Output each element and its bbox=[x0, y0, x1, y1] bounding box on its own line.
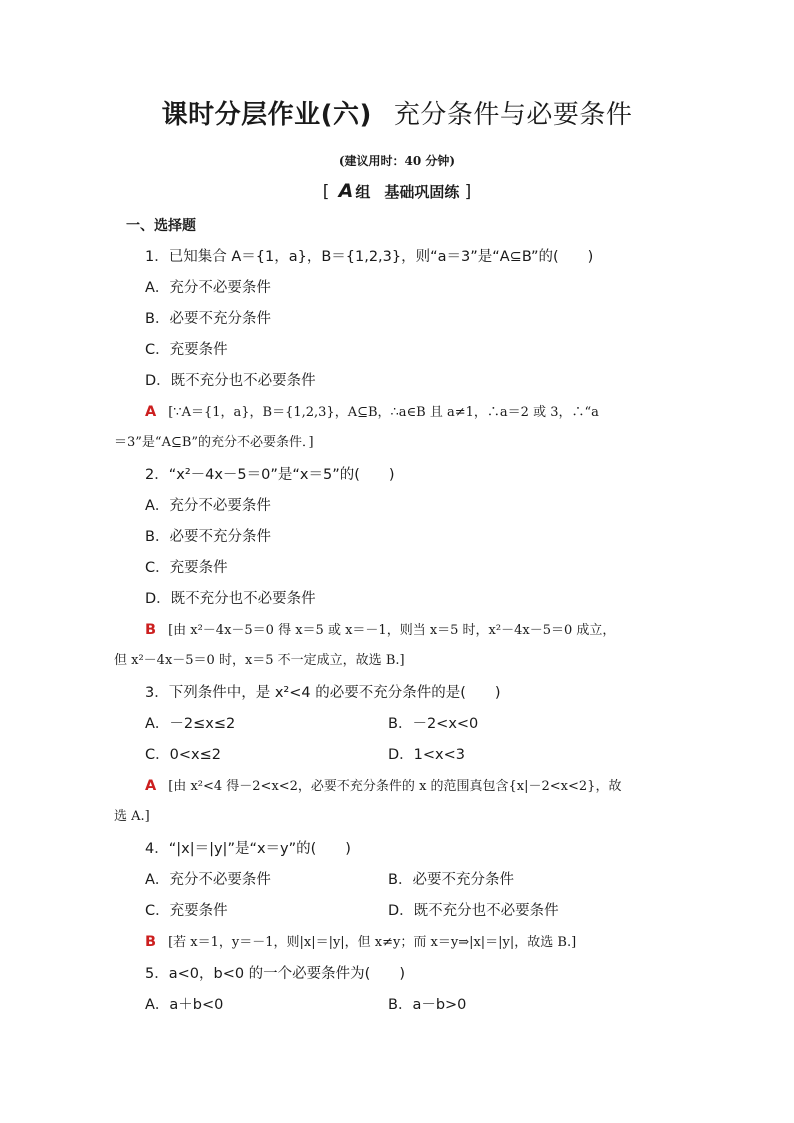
group-heading bbox=[0, 180, 794, 202]
q1-option-c: C．充要条件 bbox=[145, 342, 228, 358]
q2-explanation-line1: [由 x²－4x－5＝0 得 x＝5 或 x＝－1，则当 x＝5 时，x²－4x－5＝0 成立， bbox=[168, 623, 616, 638]
q3-answer-letter: A bbox=[145, 778, 157, 794]
group-letter: A bbox=[338, 180, 354, 202]
q1-explanation-line1: [∵A＝{1，a}，B＝{1,2,3}，A⊆B，∴a∈B 且 a≠1，∴a＝2 或 3，∴“a bbox=[168, 405, 599, 420]
group-bracket-close: ] bbox=[464, 182, 472, 202]
q4-answer-letter: B bbox=[145, 934, 157, 950]
q3-option-b: B．－2<x<0 bbox=[388, 716, 479, 732]
q2-option-a: A．充分不必要条件 bbox=[145, 498, 271, 514]
q4-option-b: B．必要不充分条件 bbox=[388, 872, 514, 888]
q2-answer-letter: B bbox=[145, 622, 157, 638]
q2-stem: 2．“x²－4x－5＝0”是“x＝5”的( ) bbox=[145, 467, 395, 483]
page-title bbox=[0, 94, 794, 131]
q2-answer bbox=[145, 620, 615, 641]
title-part1: 课时分层作业(六) bbox=[161, 100, 372, 130]
q2-explanation-line2: 但 x²－4x－5＝0 时，x＝5 不一定成立，故选 B.] bbox=[114, 653, 405, 668]
q2-option-b: B．必要不充分条件 bbox=[145, 529, 271, 545]
q4-option-a: A．充分不必要条件 bbox=[145, 872, 271, 888]
q3-option-a: A．－2≤x≤2 bbox=[145, 716, 236, 732]
q1-stem: 1．已知集合 A＝{1，a}，B＝{1,2,3}，则“a＝3”是“A⊆B”的( ) bbox=[145, 249, 594, 265]
q4-stem: 4．“|x|＝|y|”是“x＝y”的( ) bbox=[145, 841, 351, 857]
group-label: 基础巩固练 bbox=[384, 183, 460, 201]
q1-explanation-line2: ＝3”是“A⊆B”的充分不必要条件．] bbox=[114, 435, 314, 450]
group-name: 组 bbox=[355, 183, 371, 201]
q3-option-c: C．0<x≤2 bbox=[145, 747, 221, 763]
q3-stem: 3．下列条件中，是 x²<4 的必要不充分条件的是( ) bbox=[145, 685, 501, 701]
title-part2: 充分条件与必要条件 bbox=[393, 100, 633, 130]
q3-option-d: D．1<x<3 bbox=[388, 747, 465, 763]
q4-answer bbox=[145, 932, 576, 953]
q3-answer bbox=[145, 776, 621, 797]
q1-answer bbox=[145, 402, 599, 423]
q2-option-d: D．既不充分也不必要条件 bbox=[145, 591, 316, 607]
q1-option-d: D．既不充分也不必要条件 bbox=[145, 373, 316, 389]
suggested-time: (建议用时：40 分钟) bbox=[338, 154, 456, 168]
q3-explanation-line2: 选 A.] bbox=[114, 809, 150, 824]
q4-explanation-line1: [若 x＝1，y＝－1，则|x|＝|y|，但 x≠y；而 x＝y⇒|x|＝|y|，故选 B.] bbox=[168, 935, 577, 950]
q3-explanation-line1: [由 x²<4 得－2<x<2，必要不充分条件的 x 的范围真包含{x|－2<x<2}，故 bbox=[168, 779, 622, 794]
q4-option-d: D．既不充分也不必要条件 bbox=[388, 903, 559, 919]
group-bracket-open: [ bbox=[322, 182, 330, 202]
q5-option-a: A．a＋b<0 bbox=[145, 997, 224, 1013]
q5-stem: 5．a<0，b<0 的一个必要条件为( ) bbox=[145, 966, 405, 982]
q1-option-a: A．充分不必要条件 bbox=[145, 280, 271, 296]
q4-option-c: C．充要条件 bbox=[145, 903, 228, 919]
section-heading: 一、选择题 bbox=[126, 218, 196, 234]
q5-option-b: B．a－b>0 bbox=[388, 997, 467, 1013]
q1-option-b: B．必要不充分条件 bbox=[145, 311, 271, 327]
q2-option-c: C．充要条件 bbox=[145, 560, 228, 576]
q1-answer-letter: A bbox=[145, 404, 157, 420]
